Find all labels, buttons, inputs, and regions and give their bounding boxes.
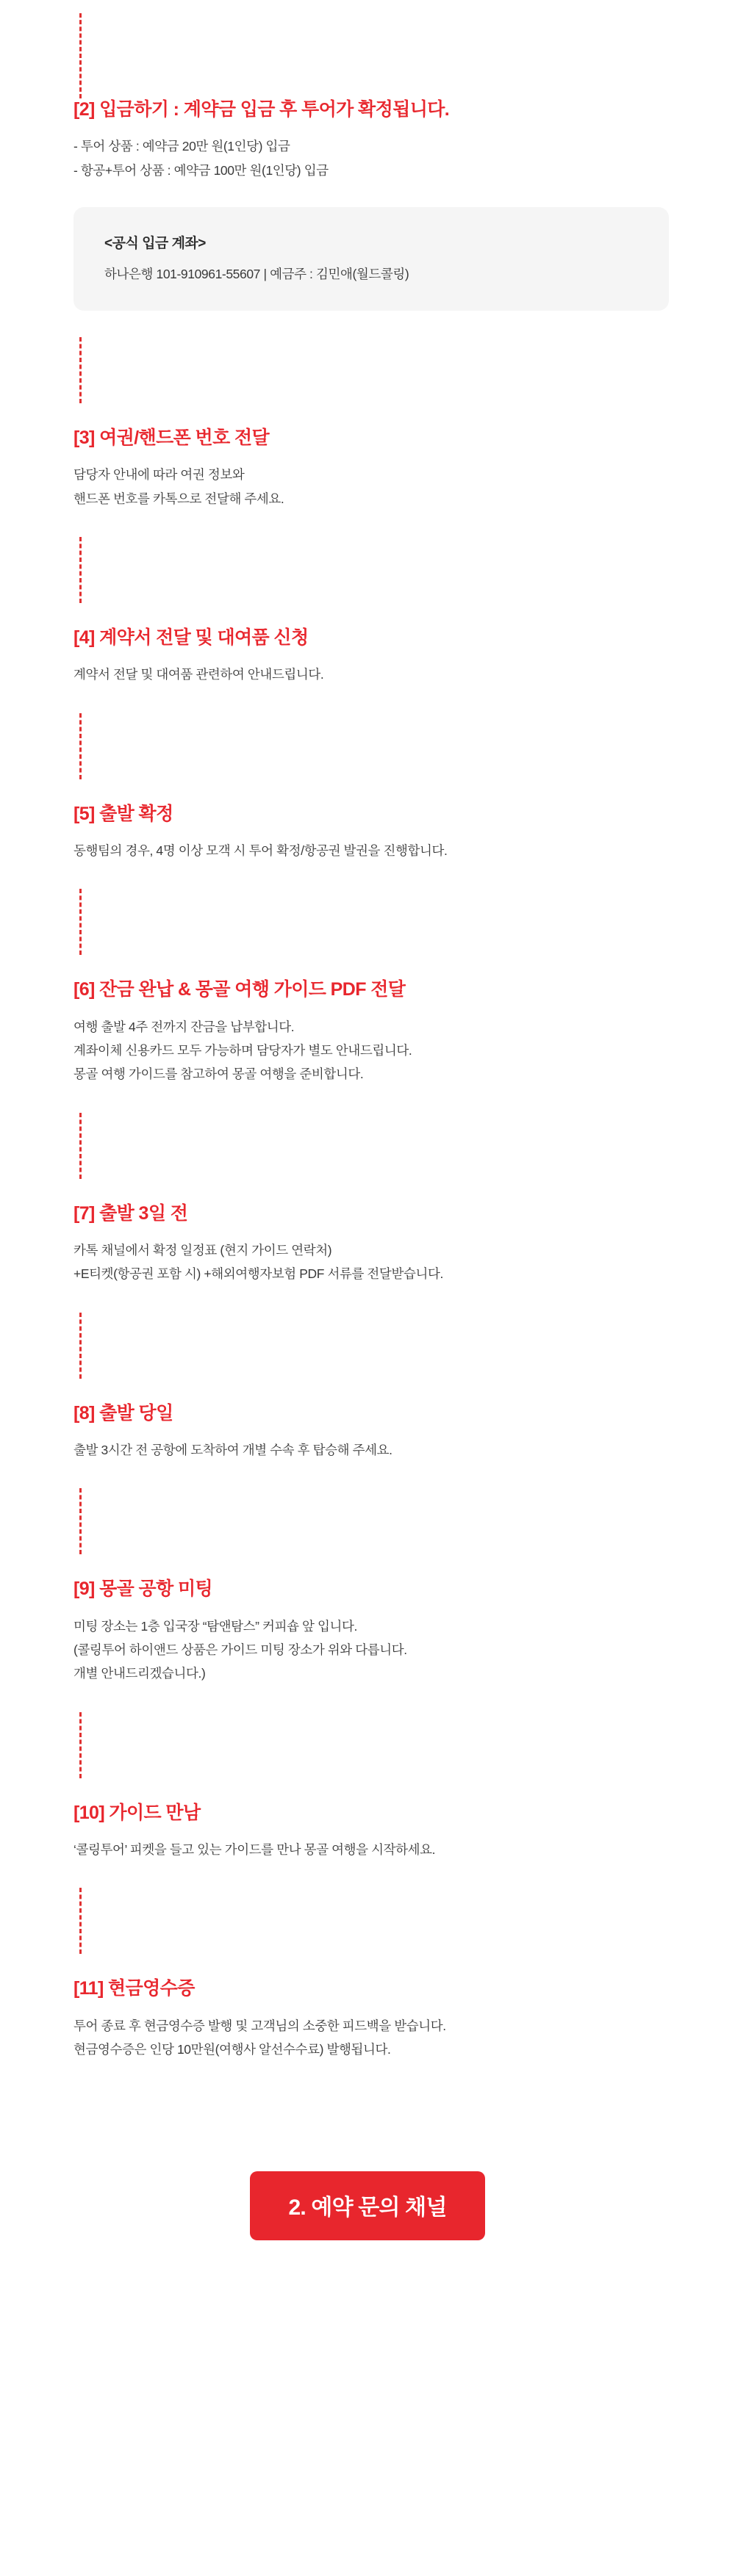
step-item-9 <box>74 1578 691 1685</box>
step-title: [11] 현금영수증 <box>74 1978 195 1999</box>
dashed-connector <box>79 13 82 98</box>
step-item-6 <box>74 978 691 1086</box>
step-body-line: ‘콜링투어’ 피켓을 들고 있는 가이드를 만나 몽골 여행을 시작하세요. <box>74 1841 436 1857</box>
step-body-line: - 항공+투어 상품 : 예약금 100만 원(1인당) 입금 <box>74 162 329 178</box>
dashed-connector <box>79 1712 82 1778</box>
step-body <box>74 663 691 686</box>
step-item-3 <box>74 427 691 510</box>
step-body-line: 담당자 안내에 따라 여권 정보와 <box>74 467 245 483</box>
step-title: [10] 가이드 만남 <box>74 1802 201 1823</box>
step-body <box>74 2014 691 2062</box>
step-body-line: +E티켓(항공권 포함 시) +해외여행자보험 PDF 서류를 전달받습니다. <box>74 1266 443 1282</box>
step-body-line: 동행팀의 경우, 4명 이상 모객 시 투어 확정/항공권 발권을 진행합니다. <box>74 843 448 858</box>
step-body-line: 여행 출발 4주 전까지 잔금을 납부합니다. <box>74 1019 295 1034</box>
dashed-connector <box>79 537 82 603</box>
dashed-connector <box>79 337 82 403</box>
step-body <box>74 1438 691 1462</box>
step-body-line: 카톡 채널에서 확정 일정표 (현지 가이드 연락처) <box>74 1242 332 1258</box>
step-body <box>74 839 691 862</box>
step-item-5 <box>74 803 691 863</box>
step-body-line: 계좌이체 신용카드 모두 가능하며 담당자가 별도 안내드립니다. <box>74 1042 412 1058</box>
step-title: [7] 출발 3일 전 <box>74 1202 188 1224</box>
step-body-line: (콜링투어 하이앤드 상품은 가이드 미팅 장소가 위와 다릅니다. <box>74 1642 407 1657</box>
step-body <box>74 1238 691 1286</box>
dashed-connector <box>79 1113 82 1179</box>
step-item-7 <box>74 1202 691 1286</box>
step-title: [2] 입금하기 : 계약금 입금 후 투어가 확정됩니다. <box>74 99 450 120</box>
step-title: [9] 몽골 공항 미팅 <box>74 1579 213 1600</box>
step-body-line: 몽골 여행 가이드를 참고하여 몽골 여행을 준비합니다. <box>74 1067 364 1082</box>
step-title: [4] 계약서 전달 및 대여품 신청 <box>74 627 309 648</box>
step-title: [3] 여권/핸드폰 번호 전달 <box>74 427 270 448</box>
step-body <box>74 134 691 182</box>
step-title: [5] 출발 확정 <box>74 803 173 824</box>
step-item-4 <box>74 627 691 687</box>
inquiry-channel-banner[interactable]: 2. 예약 문의 채널 <box>250 2171 484 2240</box>
deposit-account-title: <공식 입금 계좌> <box>104 236 206 251</box>
step-body-line: 미팅 장소는 1층 입국장 “탐앤탐스” 커피숍 앞 입니다. <box>74 1618 357 1634</box>
section-banner-wrap <box>0 2171 735 2270</box>
step-body-line: 출발 3시간 전 공항에 도착하여 개별 수속 후 탑승해 주세요. <box>74 1442 392 1457</box>
deposit-account-box <box>74 207 669 311</box>
step-item-8 <box>74 1402 691 1462</box>
dashed-connector <box>79 889 82 955</box>
step-body <box>74 1838 691 1861</box>
step-body <box>74 463 691 510</box>
step-body <box>74 1015 691 1086</box>
step-body-line: 현금영수증은 인당 10만원(여행사 알선수수료) 발행됩니다. <box>74 2041 391 2057</box>
dashed-connector <box>79 1888 82 1954</box>
step-body-line: 계약서 전달 및 대여품 관련하여 안내드립니다. <box>74 667 324 682</box>
step-item-11 <box>74 1977 691 2061</box>
step-title: [8] 출발 당일 <box>74 1402 173 1424</box>
step-item-2 <box>74 98 691 182</box>
dashed-connector <box>79 1313 82 1379</box>
step-title: [6] 잔금 완납 & 몽골 여행 가이드 PDF 전달 <box>74 979 406 1000</box>
dashed-connector <box>79 713 82 779</box>
step-body-line: 투어 종료 후 현금영수증 발행 및 고객님의 소중한 피드백을 받습니다. <box>74 2018 446 2033</box>
step-item-10 <box>74 1802 691 1862</box>
deposit-account-detail: 하나은행 101-910961-55607 | 예금주 : 김민애(월드콜링) <box>104 267 409 281</box>
dashed-connector <box>79 1488 82 1554</box>
step-body-line: 개별 안내드리겠습니다.) <box>74 1666 206 1681</box>
step-body <box>74 1614 691 1686</box>
step-body-line: 핸드폰 번호를 카톡으로 전달해 주세요. <box>74 491 284 506</box>
step-body-line: - 투어 상품 : 예약금 20만 원(1인당) 입금 <box>74 139 290 154</box>
